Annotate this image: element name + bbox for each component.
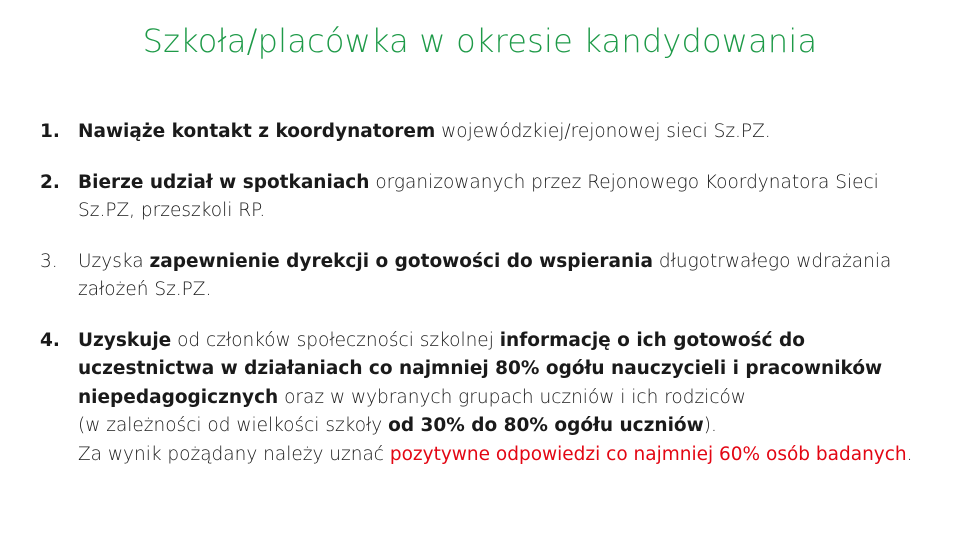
- item-text: wojewódzkiej/rejonowej sieci Sz.PZ.: [435, 121, 771, 142]
- slide-title: Szkoła/placówka w okresie kandydowania: [142, 22, 818, 60]
- item-text: .: [906, 443, 913, 465]
- item-text: organizowanych przez Rejonowego Koordynatora Sieci Sz.PZ, przeszkoli RP.: [78, 171, 879, 221]
- item-number: 1.: [40, 121, 60, 142]
- item-bold-text: Bierze udział w spotkaniach: [78, 171, 370, 193]
- item-text: długotrwałego wdrażania założeń Sz.PZ.: [78, 250, 892, 300]
- item-text: od członków społeczności szkolnej: [171, 329, 500, 351]
- item-text: (w zależności od wielkości szkoły: [78, 415, 389, 436]
- item-line: [78, 441, 940, 470]
- item-bold-text: Nawiąże kontakt z koordynatorem: [78, 121, 436, 142]
- list-item-2: [40, 169, 940, 226]
- item-text: Za wynik pożądany należy uznać: [78, 443, 390, 465]
- item-prefix-text: Uzyska: [78, 250, 150, 272]
- requirements-list: [40, 118, 940, 469]
- item-number: 4.: [40, 329, 60, 351]
- item-bold-text: zapewnienie dyrekcji o gotowości do wspierania: [149, 250, 653, 272]
- item-number: 3.: [40, 250, 58, 272]
- item-bold-text: Uzyskuje: [78, 329, 172, 351]
- item-highlight-text: pozytywne odpowiedzi co najmniej 60% osób badanych: [389, 443, 907, 465]
- item-text: ).: [703, 415, 717, 436]
- item-bold-text: od 30% do 80% ogółu uczniów: [388, 415, 704, 436]
- list-item-1: [40, 118, 940, 147]
- item-bold-text: informację o ich gotowość do uczestnictwa w działaniach co najmniej 80% ogółu nauczycieli i pracowników niepedagogicznych: [78, 329, 883, 408]
- item-number: 2.: [40, 171, 60, 193]
- list-item-3: [40, 248, 940, 305]
- list-item-4: [40, 327, 940, 470]
- item-line: [78, 412, 940, 441]
- item-text: oraz w wybranych grupach uczniów i ich rodziców: [278, 386, 746, 408]
